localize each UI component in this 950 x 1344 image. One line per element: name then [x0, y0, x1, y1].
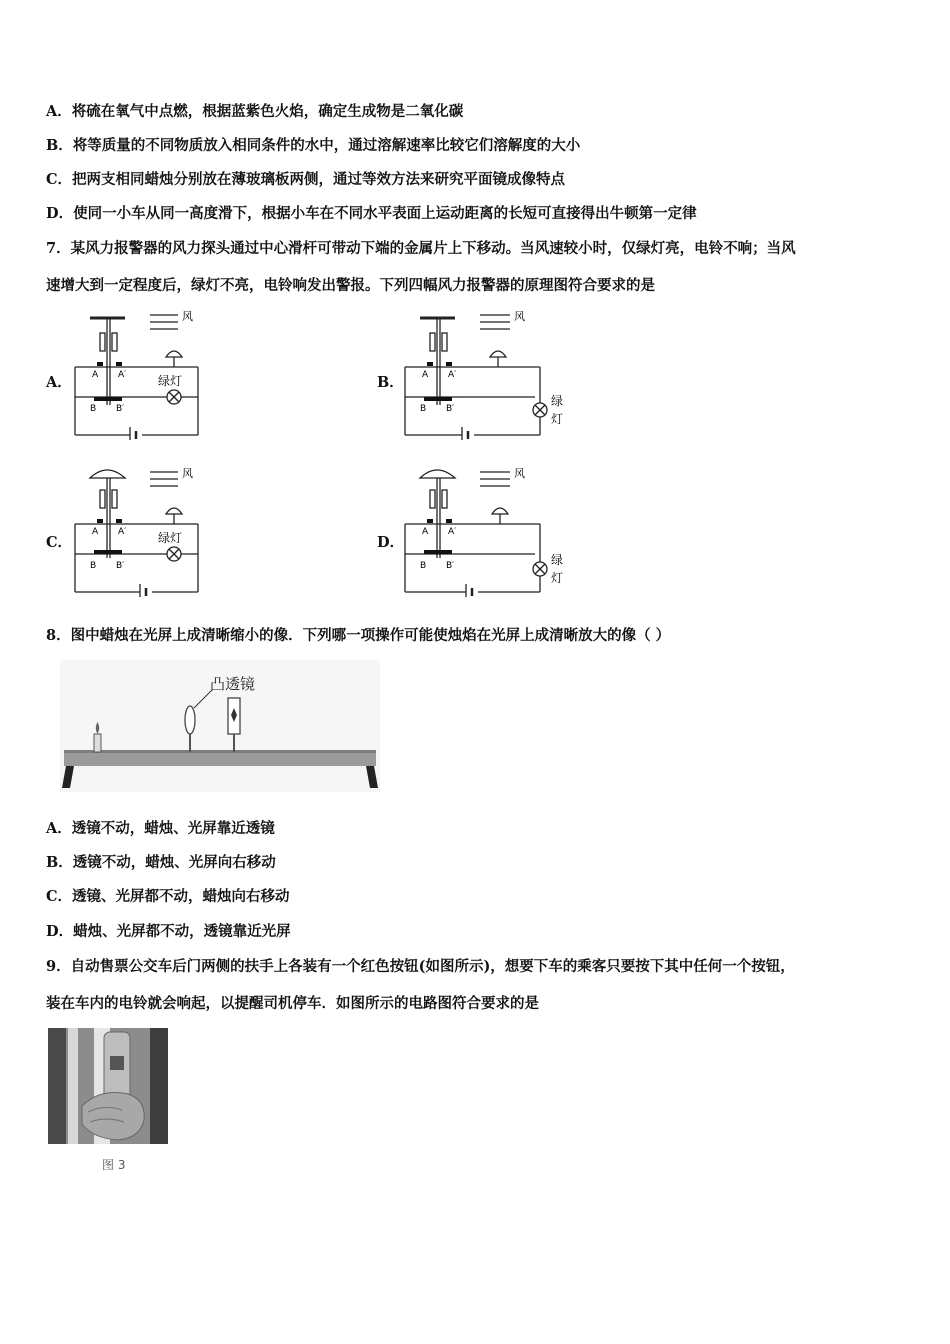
q7-diagram-d-label-b: B	[420, 561, 427, 571]
q7-diagram-d-green-lamp-2: 灯	[551, 571, 564, 585]
q7-option-label-b: B．	[377, 374, 404, 391]
q7-diagram-d-label-b-prime: B′	[446, 561, 455, 571]
q7-diagram-b	[400, 305, 570, 440]
q7-option-label-a: A．	[46, 374, 72, 391]
q6-option-d: D．使同一小车从同一高度滑下，根据小车在不同水平表面上运动距离的长短可直接得出牛顿第一定律	[46, 205, 697, 222]
q9-bus-button-photo	[48, 1028, 168, 1178]
q7-diagram-a-label-b-prime: B′	[116, 404, 125, 414]
q8-stem: 8．图中蜡烛在光屏上成清晰缩小的像．下列哪一项操作可能使烛焰在光屏上成清晰放大的像（ ）	[46, 627, 671, 644]
q7-diagram-d-wind: 风	[514, 467, 525, 480]
q7-diagram-a-label-b: B	[90, 404, 97, 414]
q7-diagram-d	[400, 462, 570, 597]
q7-diagram-b-green-lamp-2: 灯	[551, 412, 564, 426]
q7-diagram-c-green-lamp: 绿灯	[158, 531, 183, 545]
q7-diagram-b-label-b: B	[420, 404, 427, 414]
q6-option-b: B．将等质量的不同物质放入相同条件的水中，通过溶解速率比较它们溶解度的大小	[46, 137, 581, 154]
q7-diagram-c-label-a-prime: A′	[118, 527, 127, 537]
q7-diagram-a-wind: 风	[182, 310, 193, 323]
q7-option-label-d: D．	[377, 534, 405, 551]
q7-diagram-b-label-a: A	[422, 370, 429, 380]
q7-diagram-c	[70, 462, 215, 597]
q8-option-c: C．透镜、光屏都不动，蜡烛向右移动	[46, 888, 290, 905]
q7-diagram-c-wind: 风	[182, 467, 193, 480]
q7-diagram-a-label-a: A	[92, 370, 99, 380]
q6-option-c: C．把两支相同蜡烛分别放在薄玻璃板两侧，通过等效方法来研究平面镜成像特点	[46, 171, 566, 188]
q7-stem-line2: 速增大到一定程度后，绿灯不亮，电铃响发出警报。下列四幅风力报警器的原理图符合要求的是	[46, 277, 655, 294]
q6-option-a: A．将硫在氧气中点燃，根据蓝紫色火焰，确定生成物是二氧化碳	[46, 103, 464, 120]
q7-diagram-b-label-b-prime: B′	[446, 404, 455, 414]
q7-diagram-b-green-lamp-1: 绿	[551, 394, 564, 408]
q7-diagram-c-label-b-prime: B′	[116, 561, 125, 571]
q7-diagram-b-label-a-prime: A′	[448, 370, 457, 380]
q7-option-label-c: C．	[46, 534, 73, 551]
q7-diagram-d-label-a: A	[422, 527, 429, 537]
q9-figure-caption: 图 3	[102, 1158, 126, 1172]
q8-option-a: A．透镜不动，蜡烛、光屏靠近透镜	[46, 820, 275, 837]
q7-diagram-c-label-b: B	[90, 561, 97, 571]
q7-stem-line1: 7．某风力报警器的风力探头通过中心滑杆可带动下端的金属片上下移动。当风速较小时，仅绿灯亮，电铃不响；当风	[46, 240, 796, 257]
q7-diagram-a-green-lamp: 绿灯	[158, 374, 183, 388]
q7-diagram-a-label-a-prime: A′	[118, 370, 127, 380]
q7-diagram-d-green-lamp-1: 绿	[551, 553, 564, 567]
q8-option-b: B．透镜不动，蜡烛、光屏向右移动	[46, 854, 276, 871]
q7-diagram-b-wind: 风	[514, 310, 525, 323]
q8-convex-lens-label: 凸透镜	[210, 675, 256, 693]
q7-diagram-a	[70, 305, 215, 440]
q9-stem-line1: 9．自动售票公交车后门两侧的扶手上各装有一个红色按钮(如图所示)，想要下车的乘客只要按下其中任何一个按钮，	[46, 958, 795, 975]
q8-option-d: D．蜡烛、光屏都不动，透镜靠近光屏	[46, 923, 291, 940]
q8-optical-bench-figure	[60, 660, 380, 792]
q7-diagram-d-label-a-prime: A′	[448, 527, 457, 537]
q7-diagram-c-label-a: A	[92, 527, 99, 537]
q9-stem-line2: 装在车内的电铃就会响起，以提醒司机停车．如图所示的电路图符合要求的是	[46, 995, 539, 1012]
